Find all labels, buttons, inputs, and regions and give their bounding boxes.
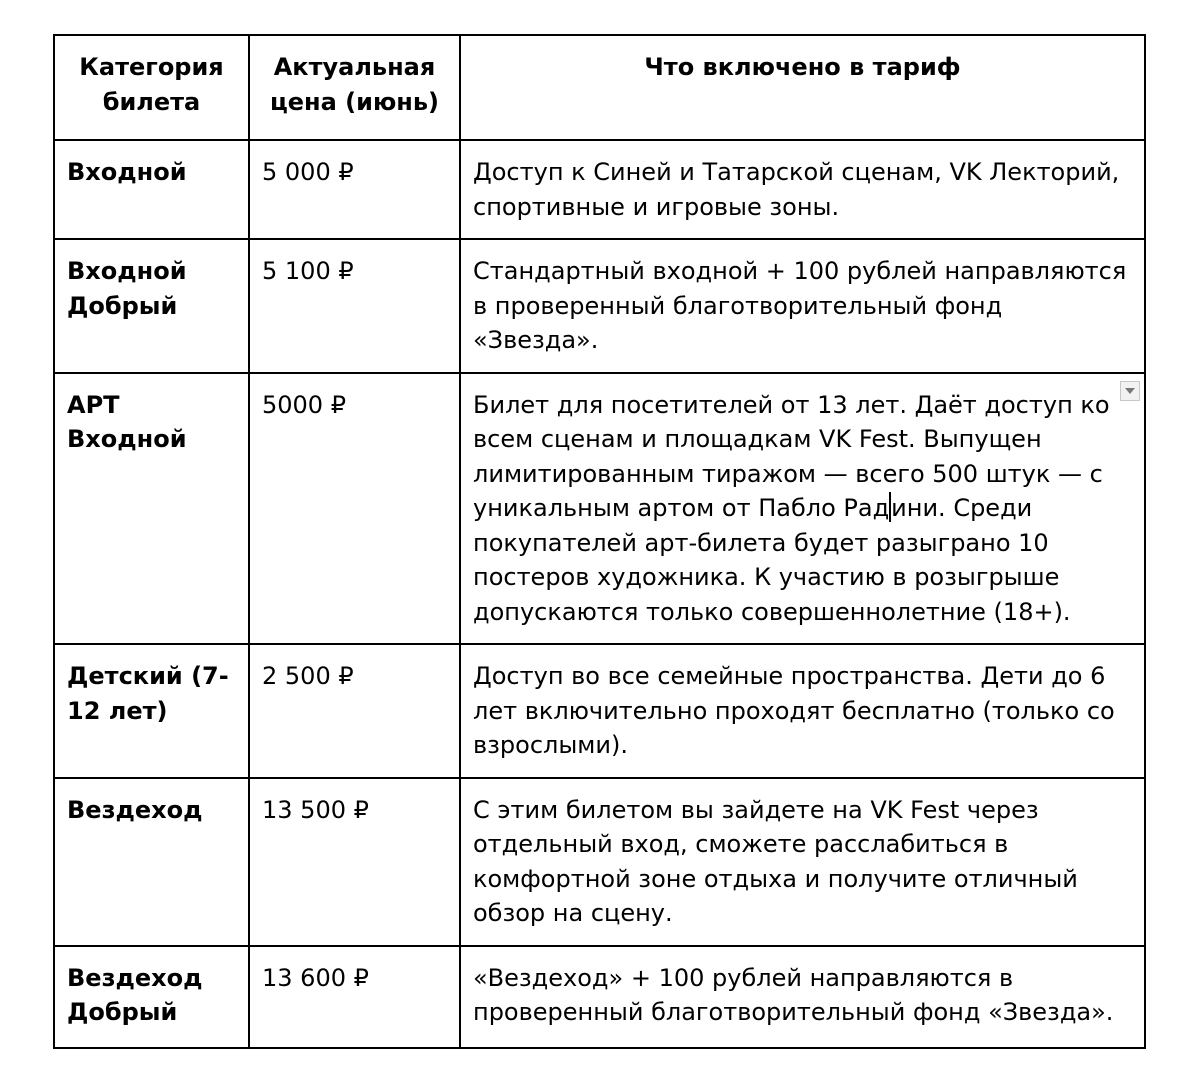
- ticket-tariffs-table: [53, 34, 1146, 1049]
- cell-dropdown-icon[interactable]: [1120, 381, 1140, 401]
- table-row: [54, 778, 1145, 946]
- table-row: [54, 140, 1145, 239]
- cell-category[interactable]: Вездеход: [54, 778, 249, 946]
- cell-included[interactable]: С этим билетом вы зайдете на VK Fest через отдельный вход, сможете расслабиться в комфортной зоне отдыха и получите отличный обзор на сцену.: [460, 778, 1145, 946]
- cell-included-text-end: ини. Среди покупателей арт-билета будет разыграно 10 постеров художника. К участию в розыгрыше допускаются только совершеннолетние (18+).: [473, 494, 1071, 626]
- cell-price[interactable]: 13 600 ₽: [249, 946, 460, 1048]
- table-row: [54, 644, 1145, 778]
- cell-included[interactable]: «Вездеход» + 100 рублей направляются в проверенный благотворительный фонд «Звезда».: [460, 946, 1145, 1048]
- cell-price[interactable]: 5 100 ₽: [249, 239, 460, 373]
- header-included: Что включено в тариф: [460, 35, 1145, 140]
- cell-category[interactable]: Входной Добрый: [54, 239, 249, 373]
- cell-price[interactable]: 13 500 ₽: [249, 778, 460, 946]
- table-row: [54, 239, 1145, 373]
- cell-category[interactable]: Детский (7-12 лет): [54, 644, 249, 778]
- header-price: Актуальная цена (июнь): [249, 35, 460, 140]
- cell-category[interactable]: Вездеход Добрый: [54, 946, 249, 1048]
- table-row: [54, 373, 1145, 645]
- cell-price[interactable]: 2 500 ₽: [249, 644, 460, 778]
- table-row: [54, 946, 1145, 1048]
- cell-included-text-start: Билет для посетителей от 13 лет. Даёт доступ ко всем сценам и площадкам VK Fest. Выпущен лимитированным тиражом — всего 500 штук — с уникальным артом от Пабло Рад: [473, 390, 1110, 522]
- cell-category[interactable]: АРТ Входной: [54, 373, 249, 645]
- cell-included[interactable]: Стандартный входной + 100 рублей направляются в проверенный благотворительный фонд «Звезда».: [460, 239, 1145, 373]
- table-header-row: [54, 35, 1145, 140]
- cell-price[interactable]: 5 000 ₽: [249, 140, 460, 239]
- cell-included-active[interactable]: [460, 373, 1145, 645]
- cell-price[interactable]: 5000 ₽: [249, 373, 460, 645]
- cell-category[interactable]: Входной: [54, 140, 249, 239]
- header-category: Категория билета: [54, 35, 249, 140]
- cell-included[interactable]: Доступ к Синей и Татарской сценам, VK Лекторий, спортивные и игровые зоны.: [460, 140, 1145, 239]
- cell-included[interactable]: Доступ во все семейные пространства. Дети до 6 лет включительно проходят бесплатно (только со взрослыми).: [460, 644, 1145, 778]
- clipped-text-line: [0, 0, 1200, 13]
